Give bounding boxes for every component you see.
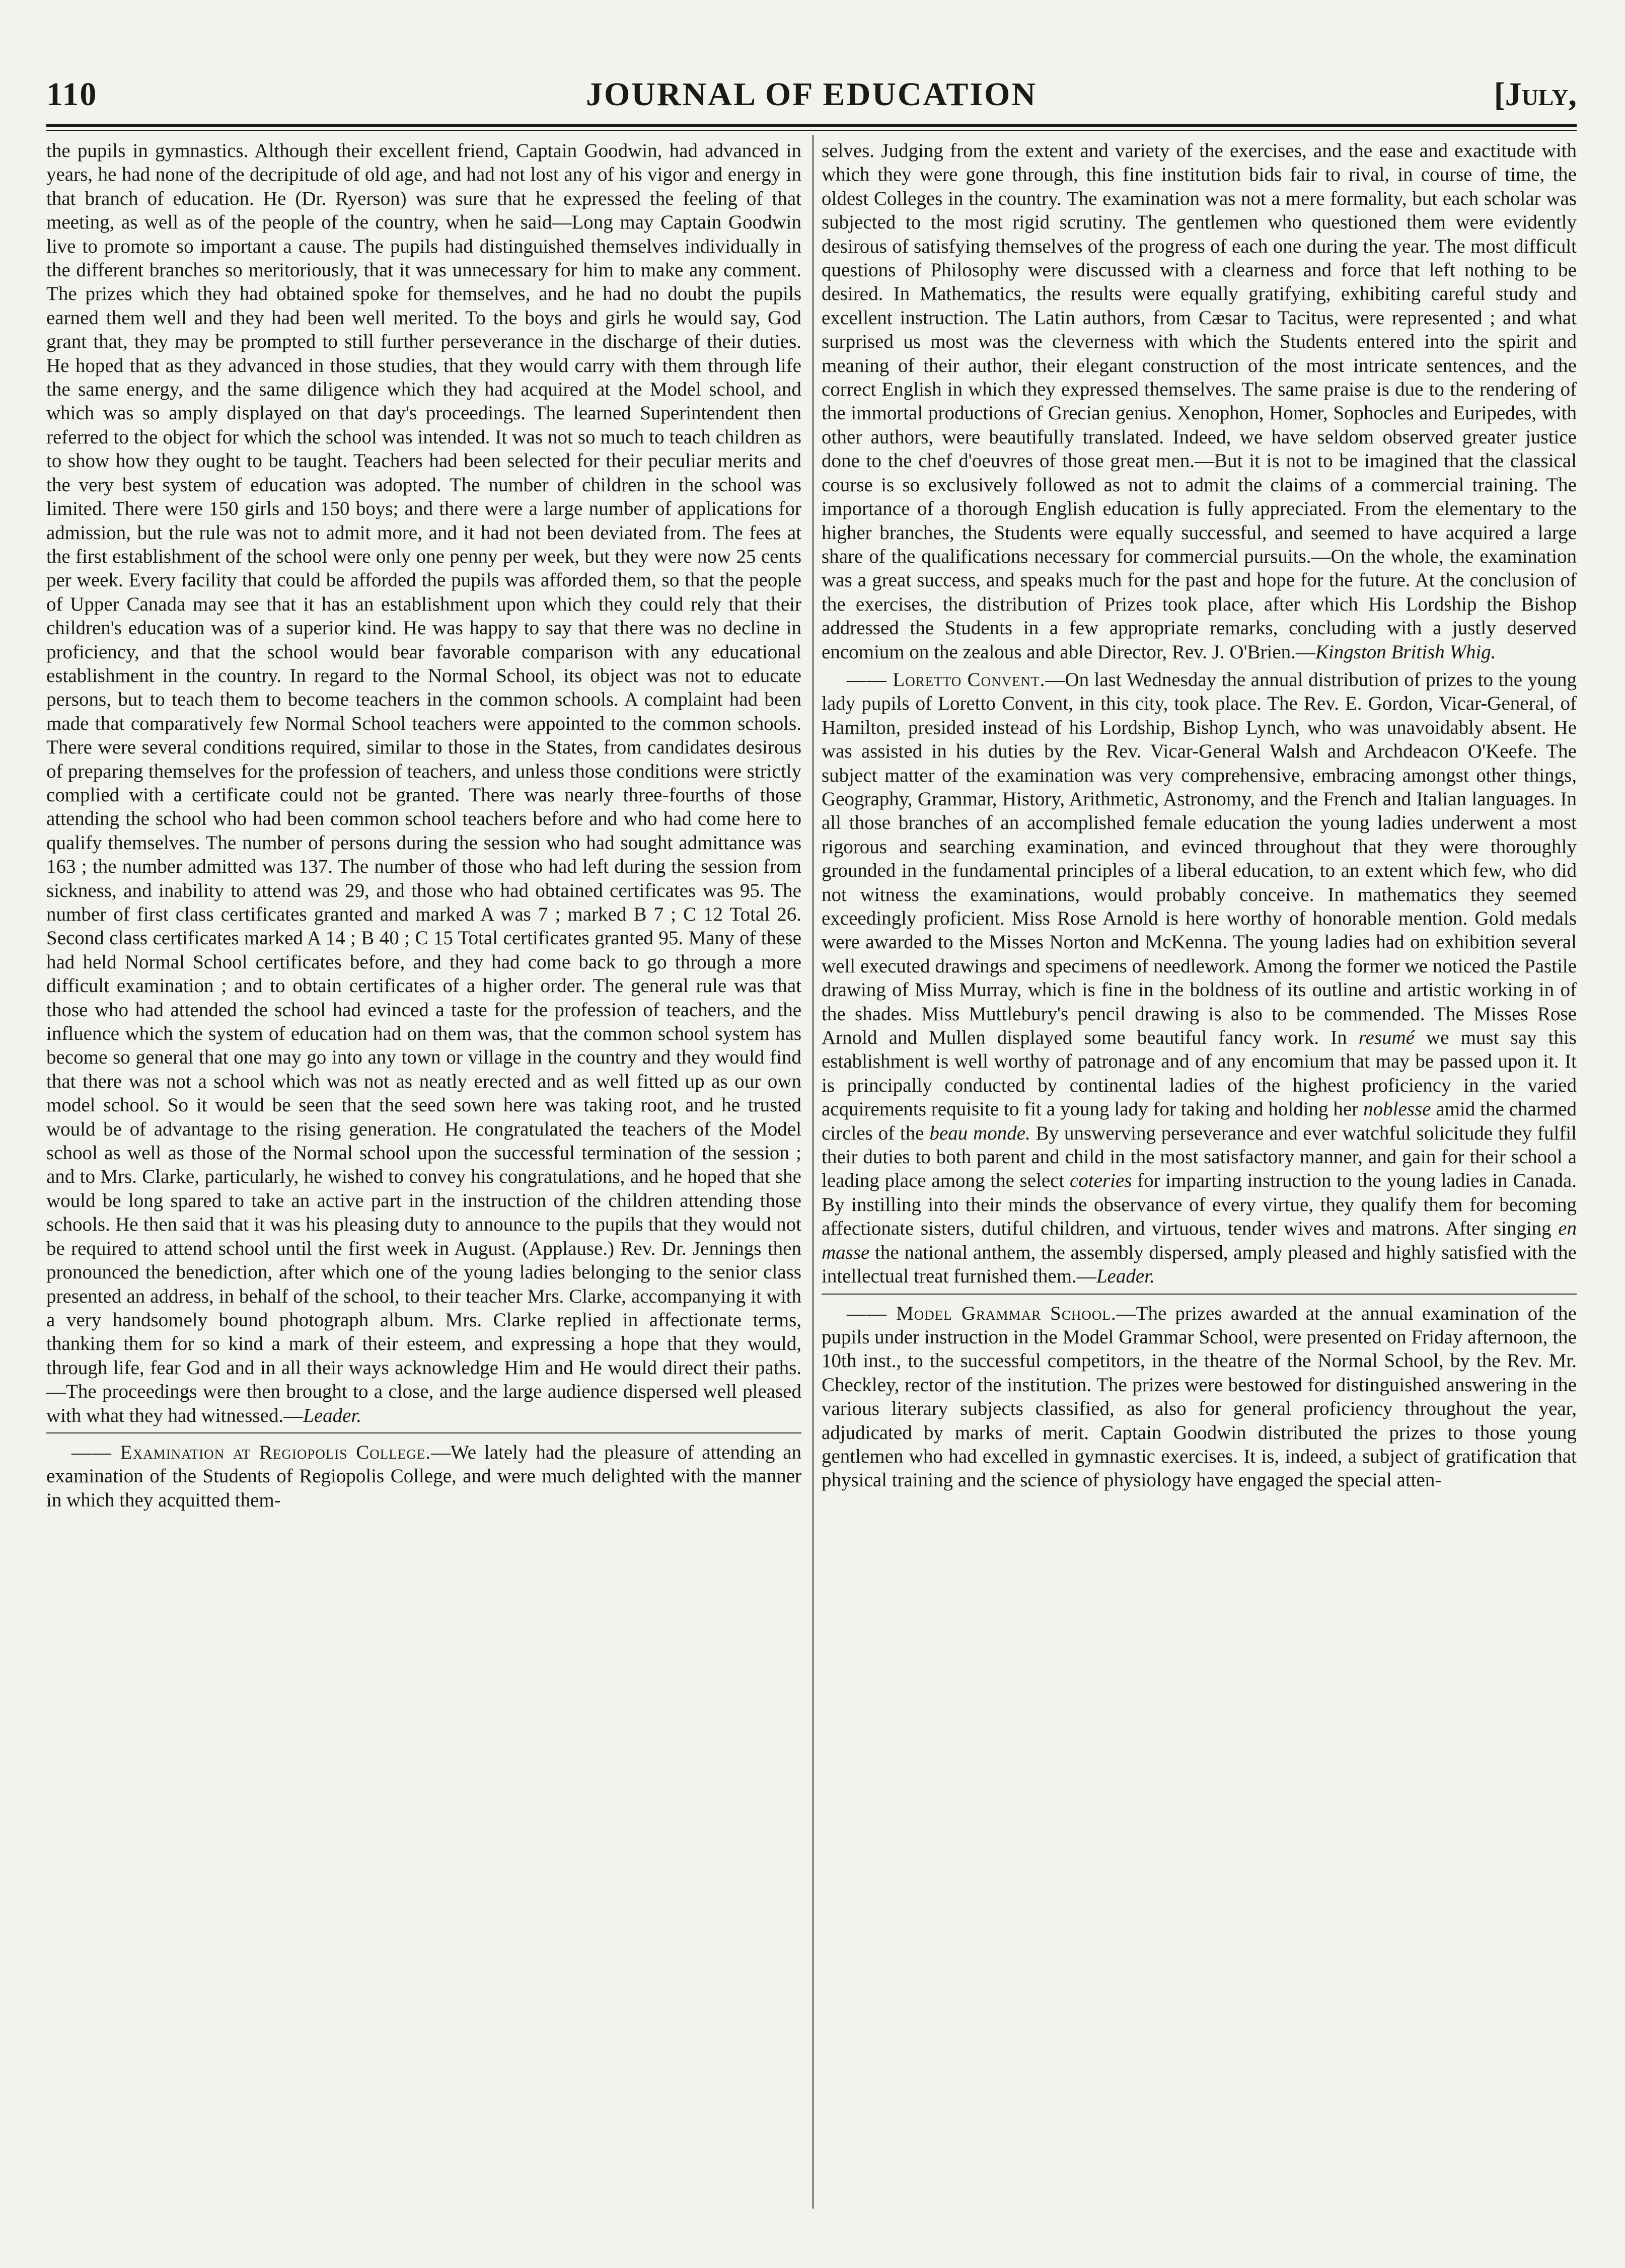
loretto-text-6: the national anthem, the assembly dispersed, amply pleased and highly satisfied with the intellectual treat furnished them.— xyxy=(822,1241,1577,1288)
loretto-source: Leader. xyxy=(1096,1265,1155,1288)
loretto-noblesse: noblesse xyxy=(1363,1098,1431,1120)
article-separator xyxy=(46,1432,801,1433)
regiopolis-text: —We lately had the pleasure of attending an examination of the Students of Regiopolis College, and were much delighted with the manner in which they acquitted them- xyxy=(46,1441,802,1511)
regiopolis-heading: —— Examination at Regiopolis College. xyxy=(71,1441,431,1463)
header-rule-thin xyxy=(46,130,1577,131)
page-header xyxy=(46,75,1577,131)
ryerson-speech-text: the pupils in gymnastics. Although their excellent friend, Captain Goodwin, had advanced in years, he had none of the decripitude of old age, and had not lost any of his vigor and energy in that branch of education. He (Dr. Ryerson) was sure that he expressed the feeling of that meeting, as well as of the people of the country, when he said—Long may Captain Goodwin live to promote so important a cause. The pupils had distinguished themselves individually in the different branches so meritoriously, that it was unnecessary for him to make any comment. The prizes which they had obtained spoke for themselves, and he had no doubt the pupils earned them well and they had been well merited. To the boys and girls he would say, God grant that, they may be prompted to still further perseverance in the discharge of their duties. He hoped that as they advanced in those studies, that they would carry with them through life the same energy, and the same diligence which they had acquired at the Model school, and which was so amply displayed on that day's proceedings. The learned Superintendent then referred to the object for which the school was intended. It was not so much to teach children as to show how they ought to be taught. Teachers had been selected for their peculiar merits and the very best system of education was adopted. The number of children in the school was limited. There were 150 girls and 150 boys; and there were a large number of applications for admission, but the rule was not to admit more, and it had not been deviated from. The fees at the first establishment of the school were only one penny per week, but they were now 25 cents per week. Every facility that could be afforded the pupils was afforded them, so that the people of Upper Canada may see that it has an establishment upon which they could rely that their children's education was of a superior kind. He was happy to say that there was no decline in proficiency, and that the school would bear favorable comparison with any educational establishment in the country. In regard to the Normal School, its object was not to educate persons, but to teach them to become teachers in the common schools. A complaint had been made that comparatively few Normal School teachers were appointed to the common schools. There were several conditions required, similar to those in the States, from candidates desirous of preparing themselves for the profession of teachers, and unless those conditions were strictly complied with a certificate could not be granted. There was nearly three-fourths of those attending the school who had been common school teachers before and who had come here to qualify themselves. The number of persons during the session who had sought admittance was 163 ; the number admitted was 137. The number of those who had left during the session from sickness, and inability to attend was 29, and those who had obtained certificates was 95. The number of first class certificates granted and marked A was 7 ; marked B 7 ; C 12 Total 26. Second class certificates marked A 14 ; B 40 ; C 15 Total certificates granted 95. Many of these had held Normal School certificates before, and they had come back to go through a more difficult examination ; and to obtain certificates of a higher order. The general rule was that those who had attended the school had evinced a taste for the profession of teachers, and the influence which the system of education had on them was, that the common school system has become so general that one may go into any town or village in the country and they would find that there was not a school which was not as neatly erected and as well fitted up as our own model school. So it would be seen that the seed sown here was taking root, and he trusted would be of advantage to the rising generation. He congratulated the teachers of the Model school as well as those of the Normal school upon the successful termination of the session ; and to Mrs. Clarke, particularly, he wished to convey his congratulations, and he hoped that she would be long spared to take an active part in the instruction of the children attending those schools. He then said that it was his pleasing duty to announce to the pupils that they would not be required to attend school until the first week in August. (Applause.) Rev. Dr. Jennings then pronounced the benediction, after which one of the young ladies belonging to the senior class presented an address, in behalf of the school, to their teacher Mrs. Clarke, accompanying it with a very handsomely bound photograph album. Mrs. Clarke replied in affectionate terms, thanking them for so kind a mark of their esteem, and expressing a hope that they would, through life, fear God and in all their ways acknowledge Him and He would direct their paths.—The proceedings were then brought to a close, and the large audience dispersed well pleased with what they had witnessed.— xyxy=(46,140,801,1426)
article-ryerson-speech xyxy=(46,139,801,1427)
loretto-heading: —— Loretto Convent. xyxy=(847,668,1046,691)
loretto-text-4: By unswerving perseverance and ever watchful solicitude they fulfil their duties to both parent and child in the most satisfactory manner, and gain for their school a leading place among the select xyxy=(822,1122,1577,1192)
model-grammar-heading: —— Model Grammar School. xyxy=(847,1302,1117,1324)
loretto-resume: resumé xyxy=(1358,1027,1415,1049)
loretto-en-masse: en masse xyxy=(822,1218,1577,1263)
loretto-text-5: for imparting instruction to the young ladies in Canada. By instilling into their minds the observance of every virtue, they qualify them for becoming affectionate sisters, dutiful children, and virtuous, tender wives and matrons. After singing xyxy=(822,1170,1577,1240)
loretto-text-2: we must say this establishment is well worthy of patronage and of any encomium that may be passed upon it. It is principally conducted by continental ladies of the highest proficiency in the varied acquirements requisite to fit a young lady for taking and holding her xyxy=(822,1027,1577,1120)
loretto-text-1: —On last Wednesday the annual distribution of prizes to the young lady pupils of Loretto Convent, in this city, took place. The Rev. E. Gordon, Vicar-General, of Hamilton, presided instead of his Lordship, Bishop Lynch, who was unavoidably absent. He was assisted in his duties by the Rev. Vicar-General Walsh and Archdeacon O'Keefe. The subject matter of the examination was very comprehensive, embracing amongst other things, Geography, Grammar, History, Arithmetic, Astronomy, and the French and Italian languages. In all those branches of an accomplished female education the young ladies underwent a most rigorous and searching examination, and evinced throughout that they were thoroughly grounded in the fundamental principles of a liberal education, to an extent which few, who did not witness the examinations, would probably conceive. In mathematics they seemed exceedingly proficient. Miss Rose Arnold is here worthy of honorable mention. Gold medals were awarded to the Misses Norton and McKenna. The young ladies had on exhibition several well executed drawings and specimens of needlework. Among the former we noticed the Pastile drawing of Miss Murray, which is fine in the boldness of its outline and artistic working in of the shades. Miss Muttlebury's pencil drawing is also to be commended. The Misses Rose Arnold and Mullen displayed some beautiful fancy work. In xyxy=(822,668,1577,1049)
regiopolis-continued-text: selves. Judging from the extent and variety of the exercises, and the ease and exactitude with which they were gone through, this fine institution bids fair to rival, in course of time, the oldest Colleges in the country. The examination was not a mere formality, but each scholar was subjected to the most rigid scrutiny. The gentlemen who questioned them were evidently desirous of satisfying themselves of the progress of each one during the year. The most difficult questions of Philosophy were discussed with a clearness and force that left nothing to be desired. In Mathematics, the results were equally gratifying, exhibiting careful study and excellent instruction. The Latin authors, from Cæsar to Tacitus, were represented ; and what surprised us most was the cleverness with which the Students entered into the spirit and meaning of their author, their elegant construction of the most intricate sentences, and the correct English in which they expressed themselves. The same praise is due to the rendering of the immortal productions of Grecian genius. Xenophon, Homer, Sophocles and Euripedes, with other authors, were beautifully translated. Indeed, we have seldom observed greater justice done to the chef d'oeuvres of those great men.—But it is not to be imagined that the classical course is so exclusively followed as not to admit the claims of a commercial training. The importance of a thorough English education is fully appreciated. From the elementary to the higher branches, the Students were equally successful, and seemed to have acquired a large share of the qualifications necessary for commercial pursuits.—On the whole, the examination was a great success, and speaks much for the past and hope for the future. At the conclusion of the exercises, the distribution of Prizes took place, after which His Lordship the Bishop addressed the Students in a few appropriate remarks, concluding with a justly deserved encomium on the zealous and able Director, Rev. J. O'Brien.— xyxy=(822,140,1577,663)
article-regiopolis xyxy=(46,1441,801,1512)
left-column xyxy=(46,139,801,1512)
loretto-coteries: coteries xyxy=(1070,1170,1132,1192)
page-number: 110 xyxy=(46,76,98,113)
article-model-grammar-school xyxy=(822,1302,1577,1492)
article-loretto xyxy=(822,668,1577,1289)
journal-title: JOURNAL OF EDUCATION xyxy=(585,76,1038,113)
regiopolis-source: Kingston British Whig. xyxy=(1315,641,1496,663)
loretto-text-3: amid the charmed circles of the xyxy=(822,1098,1577,1144)
model-grammar-text: —The prizes awarded at the annual examination of the pupils under instruction in the Model Grammar School, were presented on Friday afternoon, the 10th inst., to the successful competitors, in the theatre of the Normal School, by the Rev. Mr. Checkley, rector of the institution. The prizes were bestowed for distinguished answering in the various literary subjects classified, as also for general proficiency throughout the year, adjudicated by marks of merit. Captain Goodwin distributed the prizes to those young gentlemen who had excelled in gymnastic exercises. It is, indeed, a subject of gratification that physical training and the science of physiology have engaged the special atten- xyxy=(822,1302,1577,1491)
loretto-beau-monde: beau monde. xyxy=(929,1122,1030,1144)
article-separator xyxy=(822,1294,1577,1295)
article-regiopolis-continued xyxy=(822,139,1577,664)
header-rule-thick xyxy=(46,124,1577,127)
right-column xyxy=(822,139,1577,1492)
issue-month: [July, xyxy=(1494,76,1577,113)
ryerson-speech-source: Leader. xyxy=(303,1404,362,1426)
column-divider xyxy=(812,135,814,2209)
